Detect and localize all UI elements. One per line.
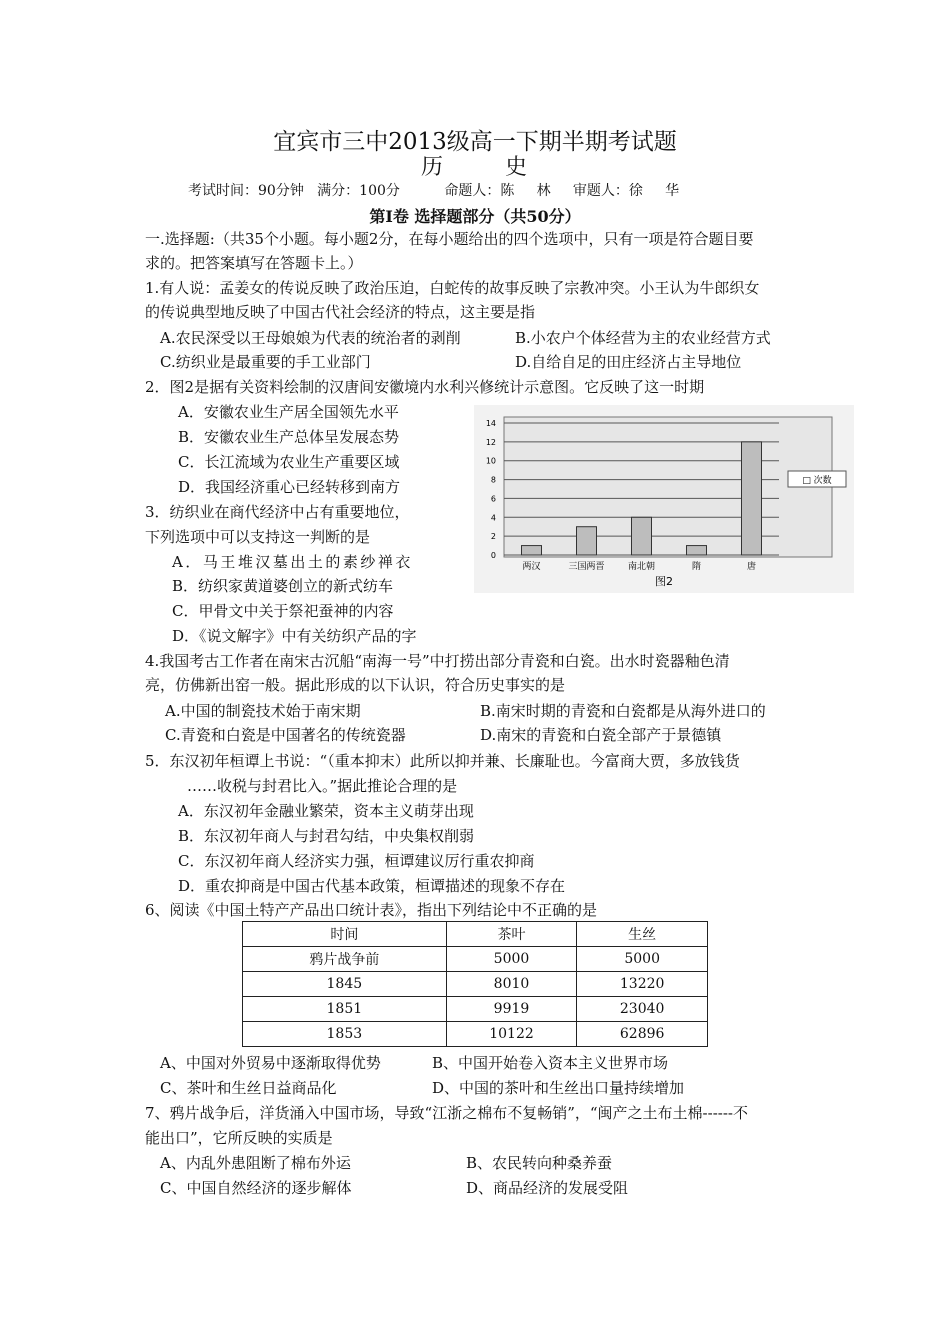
table-header-cell: 时间: [243, 922, 447, 947]
q2-option-d: D．我国经济重心已经转移到南方: [178, 478, 401, 496]
table-cell: 8010: [446, 972, 577, 997]
y-tick-label: 14: [485, 419, 496, 428]
q5-stem: 5．东汉初年桓谭上书说：“（重本抑末）此所以抑并兼、长廉耻也。今富商大贾，多放钱货: [145, 752, 740, 770]
table-cell: 1851: [243, 997, 447, 1022]
x-tick-label: 两汉: [522, 562, 541, 572]
q5-option-a: A．东汉初年金融业繁荣，资本主义萌芽出现: [178, 802, 474, 820]
q6-option-b: B、中国开始卷入资本主义世界市场: [432, 1054, 669, 1072]
q5-stem: ……收税与封君比入。”据此推论合理的是: [187, 777, 458, 795]
q5-option-d: D．重农抑商是中国古代基本政策，桓谭描述的现象不存在: [178, 877, 566, 895]
q3-option-b: B．纺织家黄道婆创立的新式纺车: [172, 577, 394, 595]
subject-title: [0, 150, 950, 181]
table-cell: 1853: [243, 1022, 447, 1047]
q7-option-a: A、内乱外患阻断了棉布外运: [160, 1154, 351, 1172]
subject-char-1: 历: [420, 155, 445, 180]
q1-stem: 1.有人说：孟姜女的传说反映了政治压迫，白蛇传的故事反映了宗教冲突。小王认为牛郎织女: [145, 279, 760, 297]
q3-option-d: D．《说文解字》中有关纺织产品的字: [172, 627, 417, 645]
table-cell: 23040: [577, 997, 708, 1022]
y-tick-label: 8: [490, 475, 496, 485]
y-tick-label: 4: [490, 513, 496, 523]
q4-option-b: B.南宋时期的青瓷和白瓷都是从海外进口的: [480, 702, 766, 720]
intro-line: 求的。把答案填写在答题卡上。）: [145, 254, 363, 272]
q6-option-d: D、中国的茶叶和生丝出口量持续增加: [432, 1079, 685, 1097]
table-cell: 9919: [446, 997, 577, 1022]
y-tick-label: 2: [490, 532, 496, 542]
q1-option-d: D.自给自足的田庄经济占主导地位: [515, 353, 742, 371]
q4-stem: 亮，仿佛新出窑一般。据此形成的以下认识，符合历史事实的是: [145, 676, 566, 694]
bar-南北朝: [632, 517, 652, 555]
q7-stem: 能出口”，它所反映的实质是: [145, 1129, 333, 1147]
q6-stem: 6、阅读《中国土特产产品出口统计表》，指出下列结论中不正确的是: [145, 901, 598, 919]
x-tick-label: 三国两晋: [568, 562, 605, 572]
q2-option-b: B．安徽农业生产总体呈发展态势: [178, 428, 400, 446]
q1-option-a: A.农民深受以王母娘娘为代表的统治者的剥削: [160, 329, 461, 347]
q6-option-a: A、中国对外贸易中逐渐取得优势: [160, 1054, 381, 1072]
water-projects-chart: [474, 405, 854, 593]
bar-三国两晋: [577, 527, 597, 555]
x-tick-label: 唐: [746, 562, 757, 572]
x-tick-label: 南北朝: [627, 562, 656, 572]
q2-stem: 2．图2是据有关资料绘制的汉唐间安徽境内水利兴修统计示意图。它反映了这一时期: [145, 378, 705, 396]
q2-option-c: C．长江流域为农业生产重要区域: [178, 453, 400, 471]
table-row: [243, 1022, 708, 1047]
y-tick-label: 0: [490, 551, 496, 560]
q2-option-a: A．安徽农业生产居全国领先水平: [178, 403, 399, 421]
bar-chart: [474, 405, 854, 593]
table-cell: 62896: [577, 1022, 708, 1047]
q7-option-d: D、商品经济的发展受阻: [466, 1179, 629, 1197]
q7-stem: 7、鸦片战争后，洋货涌入中国市场，导致“江浙之棉布不复畅销”，“闽产之土布土棉------不: [145, 1104, 748, 1122]
intro-line: 一.选择题:（共35个小题。每小题2分，在每小题给出的四个选项中，只有一项是符合题目要: [145, 230, 754, 248]
q3-option-a: A．马王堆汉墓出土的素纱禅衣: [172, 553, 413, 571]
q4-option-c: C.青瓷和白瓷是中国著名的传统瓷器: [165, 726, 406, 744]
q6-option-c: C、茶叶和生丝日益商品化: [160, 1079, 337, 1097]
q5-option-b: B．东汉初年商人与封君勾结，中央集权削弱: [178, 827, 475, 845]
q3-stem: 3．纺织业在商代经济中占有重要地位，: [145, 503, 410, 521]
legend-label: □ 次数: [802, 476, 832, 486]
q1-option-c: C.纺织业是最重要的手工业部门: [160, 353, 371, 371]
chart-caption: 图2: [655, 575, 673, 588]
q7-option-c: C、中国自然经济的逐步解体: [160, 1179, 352, 1197]
q7-option-b: B、农民转向种桑养蚕: [466, 1154, 613, 1172]
chart-legend: [788, 471, 846, 487]
table-header-cell: 茶叶: [446, 922, 577, 947]
q1-stem: 的传说典型地反映了中国古代社会经济的特点，这主要是指: [145, 303, 536, 321]
table-cell: 13220: [577, 972, 708, 997]
subject-char-2: 史: [505, 155, 530, 180]
q4-option-a: A.中国的制瓷技术始于南宋期: [165, 702, 361, 720]
table-cell: 鸦片战争前: [243, 947, 447, 972]
table-row: [243, 947, 708, 972]
q3-option-c: C．甲骨文中关于祭祀蚕神的内容: [172, 602, 394, 620]
exam-info: 考试时间：90分钟 满分：100分 命题人：陈 林 审题人：徐 华: [188, 183, 680, 199]
y-tick-label: 6: [490, 494, 496, 504]
export-statistics-table: [242, 921, 708, 1047]
table-cell: 5000: [577, 947, 708, 972]
table-cell: 5000: [446, 947, 577, 972]
table-cell: 1845: [243, 972, 447, 997]
q5-option-c: C．东汉初年商人经济实力强，桓谭建议厉行重农抑商: [178, 852, 535, 870]
q1-option-b: B.小农户个体经营为主的农业经营方式: [515, 329, 771, 347]
table-row: [243, 997, 708, 1022]
table-row: [243, 972, 708, 997]
q4-stem: 4.我国考古工作者在南宋古沉船“南海一号”中打捞出部分青瓷和白瓷。出水时瓷器釉色清: [145, 652, 730, 670]
x-tick-label: 隋: [691, 562, 702, 572]
table-cell: 10122: [446, 1022, 577, 1047]
y-tick-label: 12: [485, 437, 496, 447]
bar-两汉: [522, 546, 542, 555]
q3-stem: 下列选项中可以支持这一判断的是: [145, 528, 371, 546]
section-title: 第Ⅰ卷 选择题部分（共50分）: [369, 207, 581, 226]
table-header-cell: 生丝: [577, 922, 708, 947]
q4-option-d: D.南宋的青瓷和白瓷全部产于景德镇: [480, 726, 722, 744]
exam-title: 宜宾市三中2013级高一下期半期考试题: [273, 129, 677, 155]
y-tick-label: 10: [485, 456, 496, 466]
bar-唐: [742, 442, 762, 555]
table-header-row: [243, 922, 708, 947]
bar-隋: [687, 546, 707, 555]
